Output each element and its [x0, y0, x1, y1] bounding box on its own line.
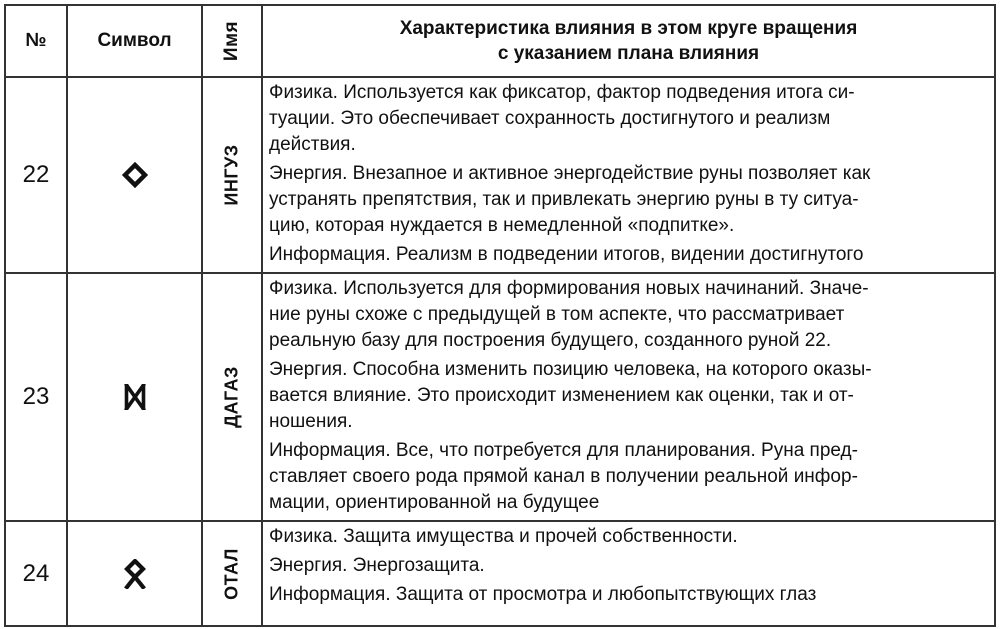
- othala-rune-icon: [122, 559, 148, 589]
- header-name-cell: [202, 5, 262, 77]
- description-information: Информация. Реализм в подведении итогов, видении достигнутого: [269, 244, 864, 265]
- table-row: [5, 521, 995, 626]
- rune-name: ИНГУЗ: [221, 144, 242, 206]
- symbol-cell: [67, 273, 202, 521]
- header-number: №: [5, 5, 67, 77]
- description-energy: Энергия. Способна изменить позицию человека, на которого оказы- вается влияние. Это происходит изменением как оценки, так и от- ношения.: [269, 359, 872, 432]
- description-cell: [262, 273, 995, 521]
- header-characteristic-line1: Характеристика влияния в этом круге вращения: [399, 18, 858, 39]
- table-row: [5, 77, 995, 273]
- header-characteristic-line2: с указанием плана влияния: [497, 43, 760, 64]
- name-cell: [202, 273, 262, 521]
- header-characteristic: [262, 5, 995, 77]
- rune-name: ОТАЛ: [221, 547, 242, 600]
- symbol-cell: [67, 77, 202, 273]
- symbol-cell: [67, 521, 202, 626]
- table-row: [5, 273, 995, 521]
- description-information: Информация. Защита от просмотра и любопытствующих глаз: [269, 584, 817, 605]
- header-symbol: Символ: [67, 5, 202, 77]
- description-cell: [262, 77, 995, 273]
- row-number: 23: [5, 273, 67, 521]
- dagaz-rune-icon: [124, 384, 146, 410]
- header-name: Имя: [221, 20, 242, 62]
- description-physics: Физика. Используется для формирования новых начинаний. Значе- ние руны схоже с предыдущей в том аспекте, что рассматривает реальную базу для построения будущего, созданного руной 22.: [269, 278, 869, 351]
- rune-table: [4, 4, 996, 627]
- description-physics: Физика. Защита имущества и прочей собственности.: [269, 526, 738, 547]
- description-physics: Физика. Используется как фиксатор, фактор подведения итога си- туации. Это обеспечивает сохранность достигнутого и реализм действия.: [269, 82, 855, 155]
- description-cell: [262, 521, 995, 626]
- description-energy: Энергия. Энергозащита.: [269, 555, 485, 576]
- header-row: [5, 5, 995, 77]
- name-cell: [202, 77, 262, 273]
- row-number: 22: [5, 77, 67, 273]
- row-number: 24: [5, 521, 67, 626]
- description-energy: Энергия. Внезапное и активное энергодействие руны позволяет как устранять препятствия, так и привлекать энергию руны в ту ситуа- цию, которая нуждается в немедленной «подпитке».: [269, 163, 871, 236]
- name-cell: [202, 521, 262, 626]
- rune-name: ДАГАЗ: [221, 366, 242, 428]
- inguz-rune-icon: [122, 162, 148, 188]
- description-information: Информация. Все, что потребуется для планирования. Руна пред- ставляет своего рода прямой канал в получении реальной инфор- мации, ориентированной на будущее: [269, 440, 858, 513]
